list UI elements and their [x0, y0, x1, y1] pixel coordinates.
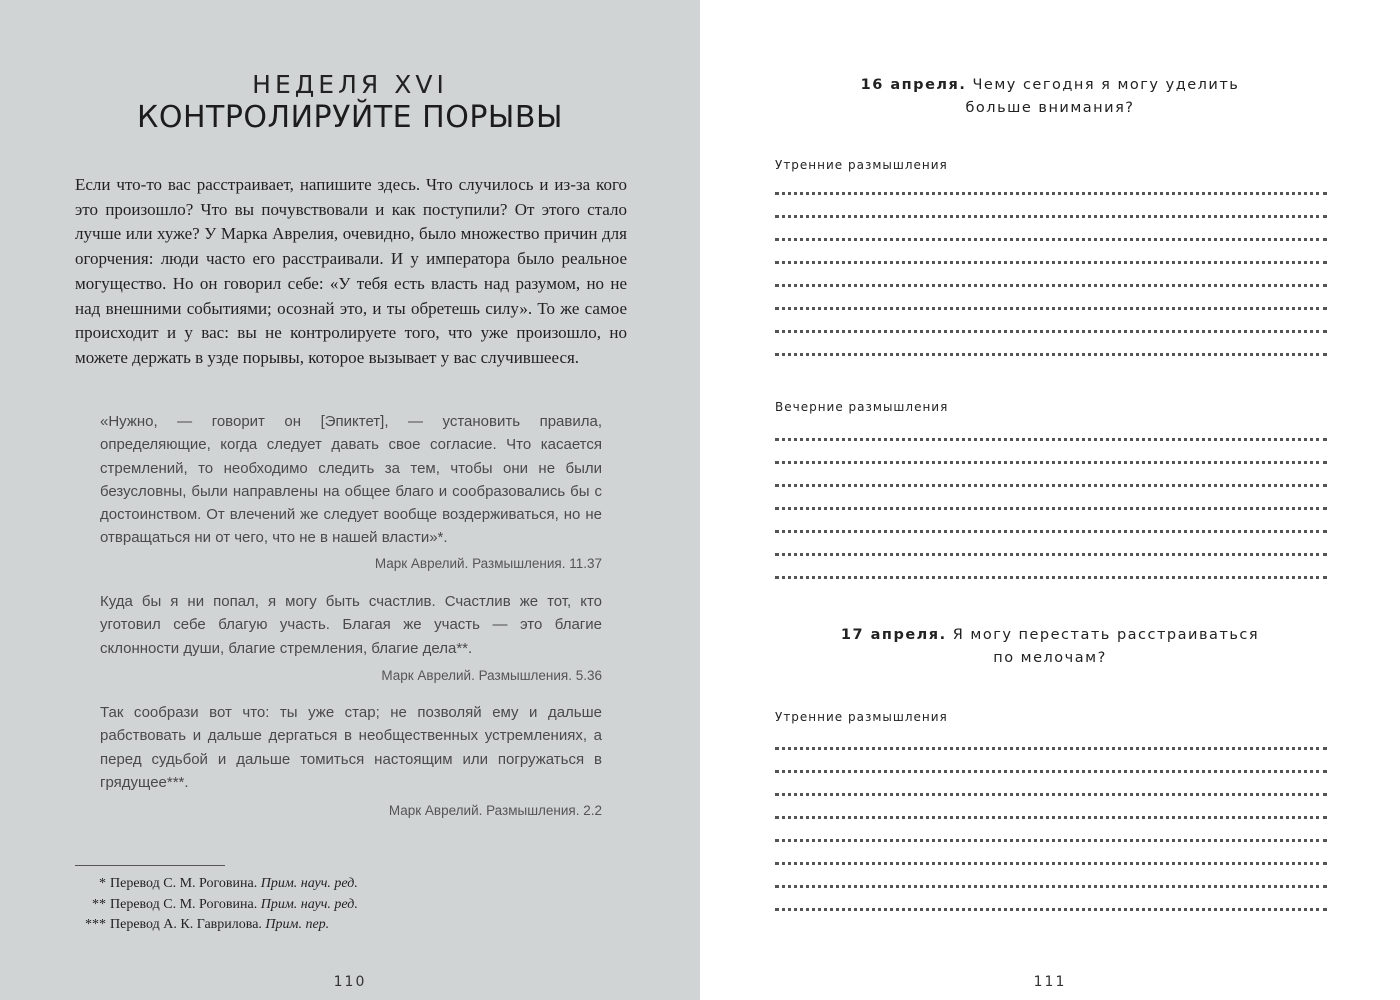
writing-line[interactable] [775, 487, 1327, 510]
right-page [700, 0, 1400, 1000]
footnote [76, 876, 476, 892]
prompt-question: Я могу перестать расстраиваться [952, 627, 1260, 643]
quote-source: Марк Аврелий. Размышления. 5.36 [381, 668, 602, 683]
footnote [76, 897, 476, 913]
writing-line[interactable] [775, 556, 1327, 579]
writing-line[interactable] [775, 865, 1327, 888]
writing-line[interactable] [775, 773, 1327, 796]
writing-line[interactable] [775, 842, 1327, 865]
writing-line[interactable] [775, 310, 1327, 333]
writing-line[interactable] [775, 241, 1327, 264]
quote-source: Марк Аврелий. Размышления. 11.37 [374, 556, 602, 571]
prompt-date: 17 апреля. [840, 627, 947, 643]
writing-line[interactable] [775, 218, 1327, 241]
writing-line[interactable] [775, 819, 1327, 842]
intro-paragraph: Если что-то вас расстраивает, напишите здесь. Что случилось и из-за кого это произошло? Что вы почувствовали и как поступили? От этого стало лучше или хуже? У Марка Аврелия, очевидно, было множество причин для огорчения: люди часто его расстраивали. И у императора было реальное могущество. Но он говорил себе: «У тебя есть власть над разумом, но не над внешними событиями; осознай это, и ты обретешь силу». То же самое происходит и у вас: вы не контролируете того, что уже произошло, но можете держать в узде порывы, которое вызывает у вас случившееся. [75, 175, 627, 367]
writing-line[interactable] [775, 888, 1327, 911]
daily-prompt [700, 624, 1400, 670]
footnote-note: Прим. науч. ред. [260, 897, 358, 912]
prompt-question: больше внимания? [965, 100, 1135, 116]
writing-line[interactable] [775, 195, 1327, 218]
writing-line[interactable] [775, 796, 1327, 819]
writing-line[interactable] [775, 510, 1327, 533]
footnote-note: Прим. пер. [265, 917, 330, 932]
week-label: НЕДЕЛЯ XVI [252, 70, 448, 99]
quote-source: Марк Аврелий. Размышления. 2.2 [388, 803, 602, 818]
writing-line[interactable] [775, 264, 1327, 287]
daily-prompt [700, 74, 1400, 120]
chapter-title: КОНТРОЛИРУЙТЕ ПОРЫВЫ [137, 100, 563, 135]
writing-line[interactable] [775, 172, 1327, 195]
footnote-mark: *** [85, 917, 106, 932]
evening-reflections-label: Вечерние размышления [775, 400, 949, 414]
page-number: 111 [1033, 974, 1067, 990]
writing-line[interactable] [775, 533, 1327, 556]
morning-reflections-label: Утренние размышления [775, 158, 948, 172]
writing-line[interactable] [775, 441, 1327, 464]
writing-line[interactable] [775, 464, 1327, 487]
writing-line[interactable] [775, 333, 1327, 356]
footnote-text: Перевод С. М. Роговина. [110, 897, 261, 912]
footnote-text: Перевод А. К. Гаврилова. [110, 917, 266, 932]
footnote-note: Прим. науч. ред. [260, 876, 358, 891]
writing-line[interactable] [775, 750, 1327, 773]
prompt-date: 16 апреля. [860, 77, 967, 93]
quote-text: Так сообрази вот что: ты уже стар; не позволяй ему и дальше рабствовать и дальше дергаться в необщественных устремлениях, а перед судьбой и дальше томиться настоящим или погружаться в грядущее***. [100, 704, 602, 791]
morning-writing-area[interactable] [775, 172, 1327, 356]
evening-writing-area[interactable] [775, 418, 1327, 579]
footnote-text: Перевод С. М. Роговина. [110, 876, 261, 891]
footnote-mark: ** [92, 897, 106, 912]
writing-line[interactable] [775, 287, 1327, 310]
quote-text: Куда бы я ни попал, я могу быть счастлив. Счастлив же тот, кто уготовил себе благую участь. Благая же участь — это благие склонности души, благие стремления, благие дела**. [100, 593, 602, 657]
footnote-mark: * [99, 876, 106, 891]
prompt-question: Чему сегодня я могу уделить [972, 77, 1240, 93]
footnote-divider [75, 865, 225, 866]
prompt-question: по мелочам? [993, 650, 1107, 666]
writing-line[interactable] [775, 418, 1327, 441]
writing-line[interactable] [775, 727, 1327, 750]
footnote [76, 917, 476, 933]
quote-text: «Нужно, — говорит он [Эпиктет], — установить правила, определяющие, когда следует давать свое согласие. Что касается стремлений, то необходимо следить за тем, чтобы они не были безусловны, были направлены на общее благо и сообразовались бы с достоинством. От влечений же следует вообще воздерживаться, но не отвращаться ни от чего, что не в нашей власти»*. [100, 413, 602, 547]
morning-writing-area[interactable] [775, 727, 1327, 911]
morning-reflections-label: Утренние размышления [775, 710, 948, 724]
page-number: 110 [333, 974, 367, 990]
